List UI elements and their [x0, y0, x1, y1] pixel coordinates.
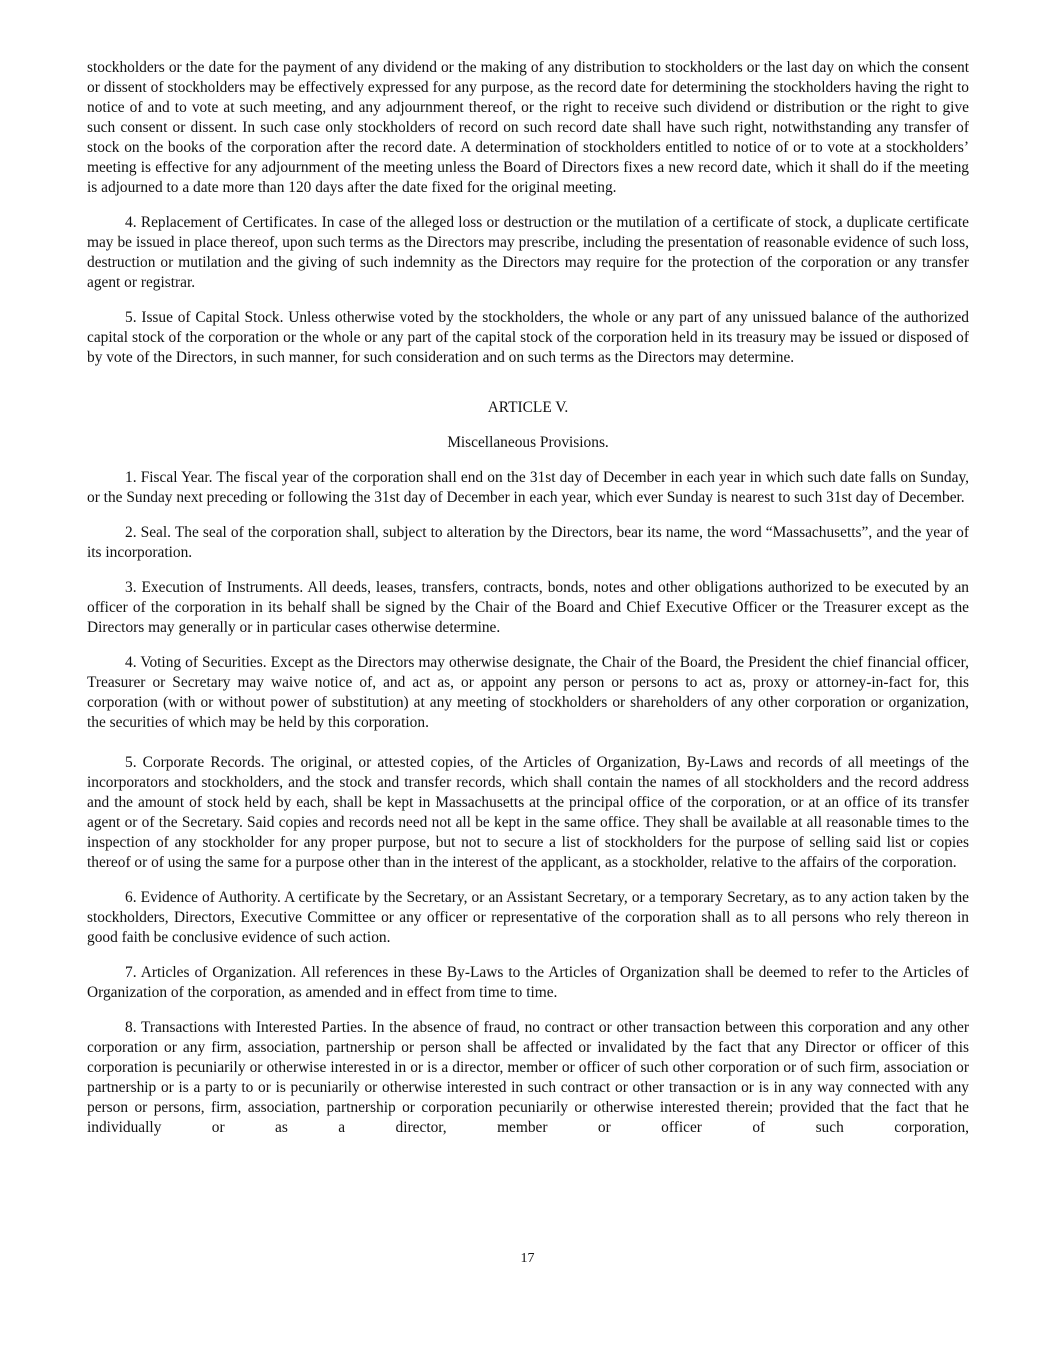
article-subtitle: Miscellaneous Provisions. — [447, 434, 609, 451]
paragraph-fiscal-year: 1. Fiscal Year. The fiscal year of the corporation shall end on the 31st day of December in each year in which such date falls on Sunday, or the Sunday next preceding or following the 31st day of December in each year, which ever Sunday is nearest to such 31st day of December. — [87, 469, 969, 506]
paragraph-voting-of-securities: 4. Voting of Securities. Except as the Directors may otherwise designate, the Chair of the Board, the President the chief financial officer, Treasurer or Secretary may waive notice of, and act as, or appoint any person or persons to act as, proxy or attorney-in-fact for, this corporation (with or without power of substitution) at any meeting of stockholders or shareholders of any other corporation or organization, the securities of which may be held by this corporation. — [87, 654, 969, 731]
paragraph-issue-of-capital-stock: 5. Issue of Capital Stock. Unless otherwise voted by the stockholders, the whole or any part of any unissued balance of the authorized capital stock of the corporation or the whole or any part of the capital stock of the corporation held in its treasury may be issued or disposed of by vote of the Directors, in such manner, for such consideration and on such terms as the Directors may determine. — [87, 309, 969, 366]
paragraph-record-date-continuation: stockholders or the date for the payment of any dividend or the making of any distribution to stockholders or the last day on which the consent or dissent of stockholders may be effectively expressed for any purpose, as the record date for determining the stockholders having the right to notice of and to vote at such meeting, and any adjournment thereof, or the right to receive such dividend or distribution or the right to give such consent or dissent. In such case only stockholders of record on such record date shall have such right, notwithstanding any transfer of stock on the books of the corporation after the record date. A determination of stockholders entitled to notice of or to vote at a stockholders’ meeting is effective for any adjournment of the meeting unless the Board of Directors fixes a new record date, which it shall do if the meeting is adjourned to a date more than 120 days after the date fixed for the original meeting. — [87, 59, 969, 196]
document-page — [87, 58, 969, 1138]
paragraph-replacement-of-certificates: 4. Replacement of Certificates. In case of the alleged loss or destruction or the mutilation of a certificate of stock, a duplicate certificate may be issued in place thereof, upon such terms as the Directors may prescribe, including the presentation of reasonable evidence of such loss, destruction or mutilation and the giving of such indemnity as the Directors may require for the protection of the corporation or any transfer agent or registrar. — [87, 214, 969, 291]
paragraph-corporate-records: 5. Corporate Records. The original, or attested copies, of the Articles of Organization, By-Laws and records of all meetings of the incorporators and stockholders, and the stock and transfer records, which shall contain the names of all stockholders and the record address and the amount of stock held by each, shall be kept in Massachusetts at the principal office of the corporation, or at an office of its transfer agent or of the Secretary. Said copies and records need not all be kept in the same office. They shall be available at all reasonable times to the inspection of any stockholder for any proper purpose, but not to secure a list of stockholders for the purpose of selling said list or copies thereof or of using the same for a purpose other than in the interest of the applicant, as a stockholder, relative to the affairs of the corporation. — [87, 754, 969, 871]
page-number: 17 — [520, 1251, 535, 1266]
paragraph-transactions-with-interested-parties: 8. Transactions with Interested Parties. In the absence of fraud, no contract or other transaction between this corporation and any other corporation or any firm, association, partnership or person shall be affected or invalidated by the fact that any Director or officer of this corporation is pecuniarily or otherwise interested in or is a director, member or officer of such other corporation or of such firm, association or partnership or is a party to or is pecuniarily or otherwise interested in such contract or other transaction or is in any way connected with any person or persons, firm, association, partnership or corporation pecuniarily or otherwise interested therein; provided that the fact that he individually or as a director, member or officer of such corporation, — [87, 1019, 969, 1136]
article-title: ARTICLE V. — [487, 399, 569, 416]
paragraph-seal: 2. Seal. The seal of the corporation shall, subject to alteration by the Directors, bear its name, the word “Massachusetts”, and the year of its incorporation. — [87, 524, 969, 561]
paragraph-execution-of-instruments: 3. Execution of Instruments. All deeds, leases, transfers, contracts, bonds, notes and other obligations authorized to be executed by an officer of the corporation in its behalf shall be signed by the Chair of the Board and Chief Executive Officer or the Treasurer except as the Directors may generally or in particular cases otherwise determine. — [87, 579, 969, 636]
paragraph-articles-of-organization: 7. Articles of Organization. All references in these By-Laws to the Articles of Organization shall be deemed to refer to the Articles of Organization of the corporation, as amended and in effect from time to time. — [87, 964, 969, 1001]
paragraph-evidence-of-authority: 6. Evidence of Authority. A certificate by the Secretary, or an Assistant Secretary, or a temporary Secretary, as to any action taken by the stockholders, Directors, Executive Committee or any officer or representative of the corporation shall as to all persons who rely thereon in good faith be conclusive evidence of such action. — [87, 889, 969, 946]
